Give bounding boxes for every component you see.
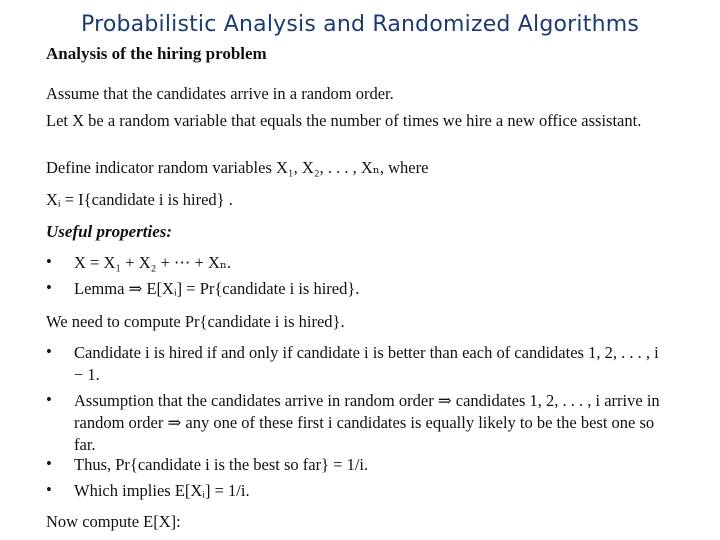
- list-item: [46, 342, 666, 386]
- useful-properties-heading: Useful properties:: [46, 222, 173, 241]
- paragraph-need-compute: We need to compute Pr{candidate i is hired}.: [46, 312, 345, 331]
- paragraph-random-variable: Let X be a random variable that equals the number of times we hire a new office assistant.: [46, 111, 642, 130]
- list-item-text: X = X₁ + X₂ + ⋯ + Xₙ.: [74, 253, 232, 272]
- list-item-text: Candidate i is hired if and only if candidate i is better than each of candidates 1, 2, . . . , i − 1.: [74, 343, 659, 384]
- slide-title: Probabilistic Analysis and Randomized Algorithms: [81, 12, 639, 37]
- list-item: [46, 390, 666, 456]
- bullet-marker: •: [46, 390, 52, 409]
- paragraph-random-order: Assume that the candidates arrive in a random order.: [46, 84, 394, 103]
- bullet-marker: •: [46, 278, 52, 297]
- section-heading: Analysis of the hiring problem: [46, 44, 267, 63]
- bullet-marker: •: [46, 342, 52, 361]
- list-item-text: Which implies E[Xᵢ] = 1/i.: [74, 481, 250, 500]
- indicator-definition: Xᵢ = I{candidate i is hired} .: [46, 190, 233, 209]
- bullet-marker: •: [46, 454, 52, 473]
- paragraph-indicator-variables: Define indicator random variables X₁, X₂, . . . , Xₙ, where: [46, 158, 429, 177]
- list-item-text: Thus, Pr{candidate i is the best so far} = 1/i.: [74, 455, 369, 474]
- list-item-text: Assumption that the candidates arrive in random order ⇒ candidates 1, 2, . . . , i arrive in random order ⇒ any one of these first i candidates is equally likely to be the best one so far.: [74, 391, 660, 454]
- bullet-marker: •: [46, 252, 52, 271]
- list-item-text: Lemma ⇒ E[Xᵢ] = Pr{candidate i is hired}.: [74, 279, 360, 298]
- paragraph-compute-expectation: Now compute E[X]:: [46, 512, 181, 531]
- bullet-marker: •: [46, 480, 52, 499]
